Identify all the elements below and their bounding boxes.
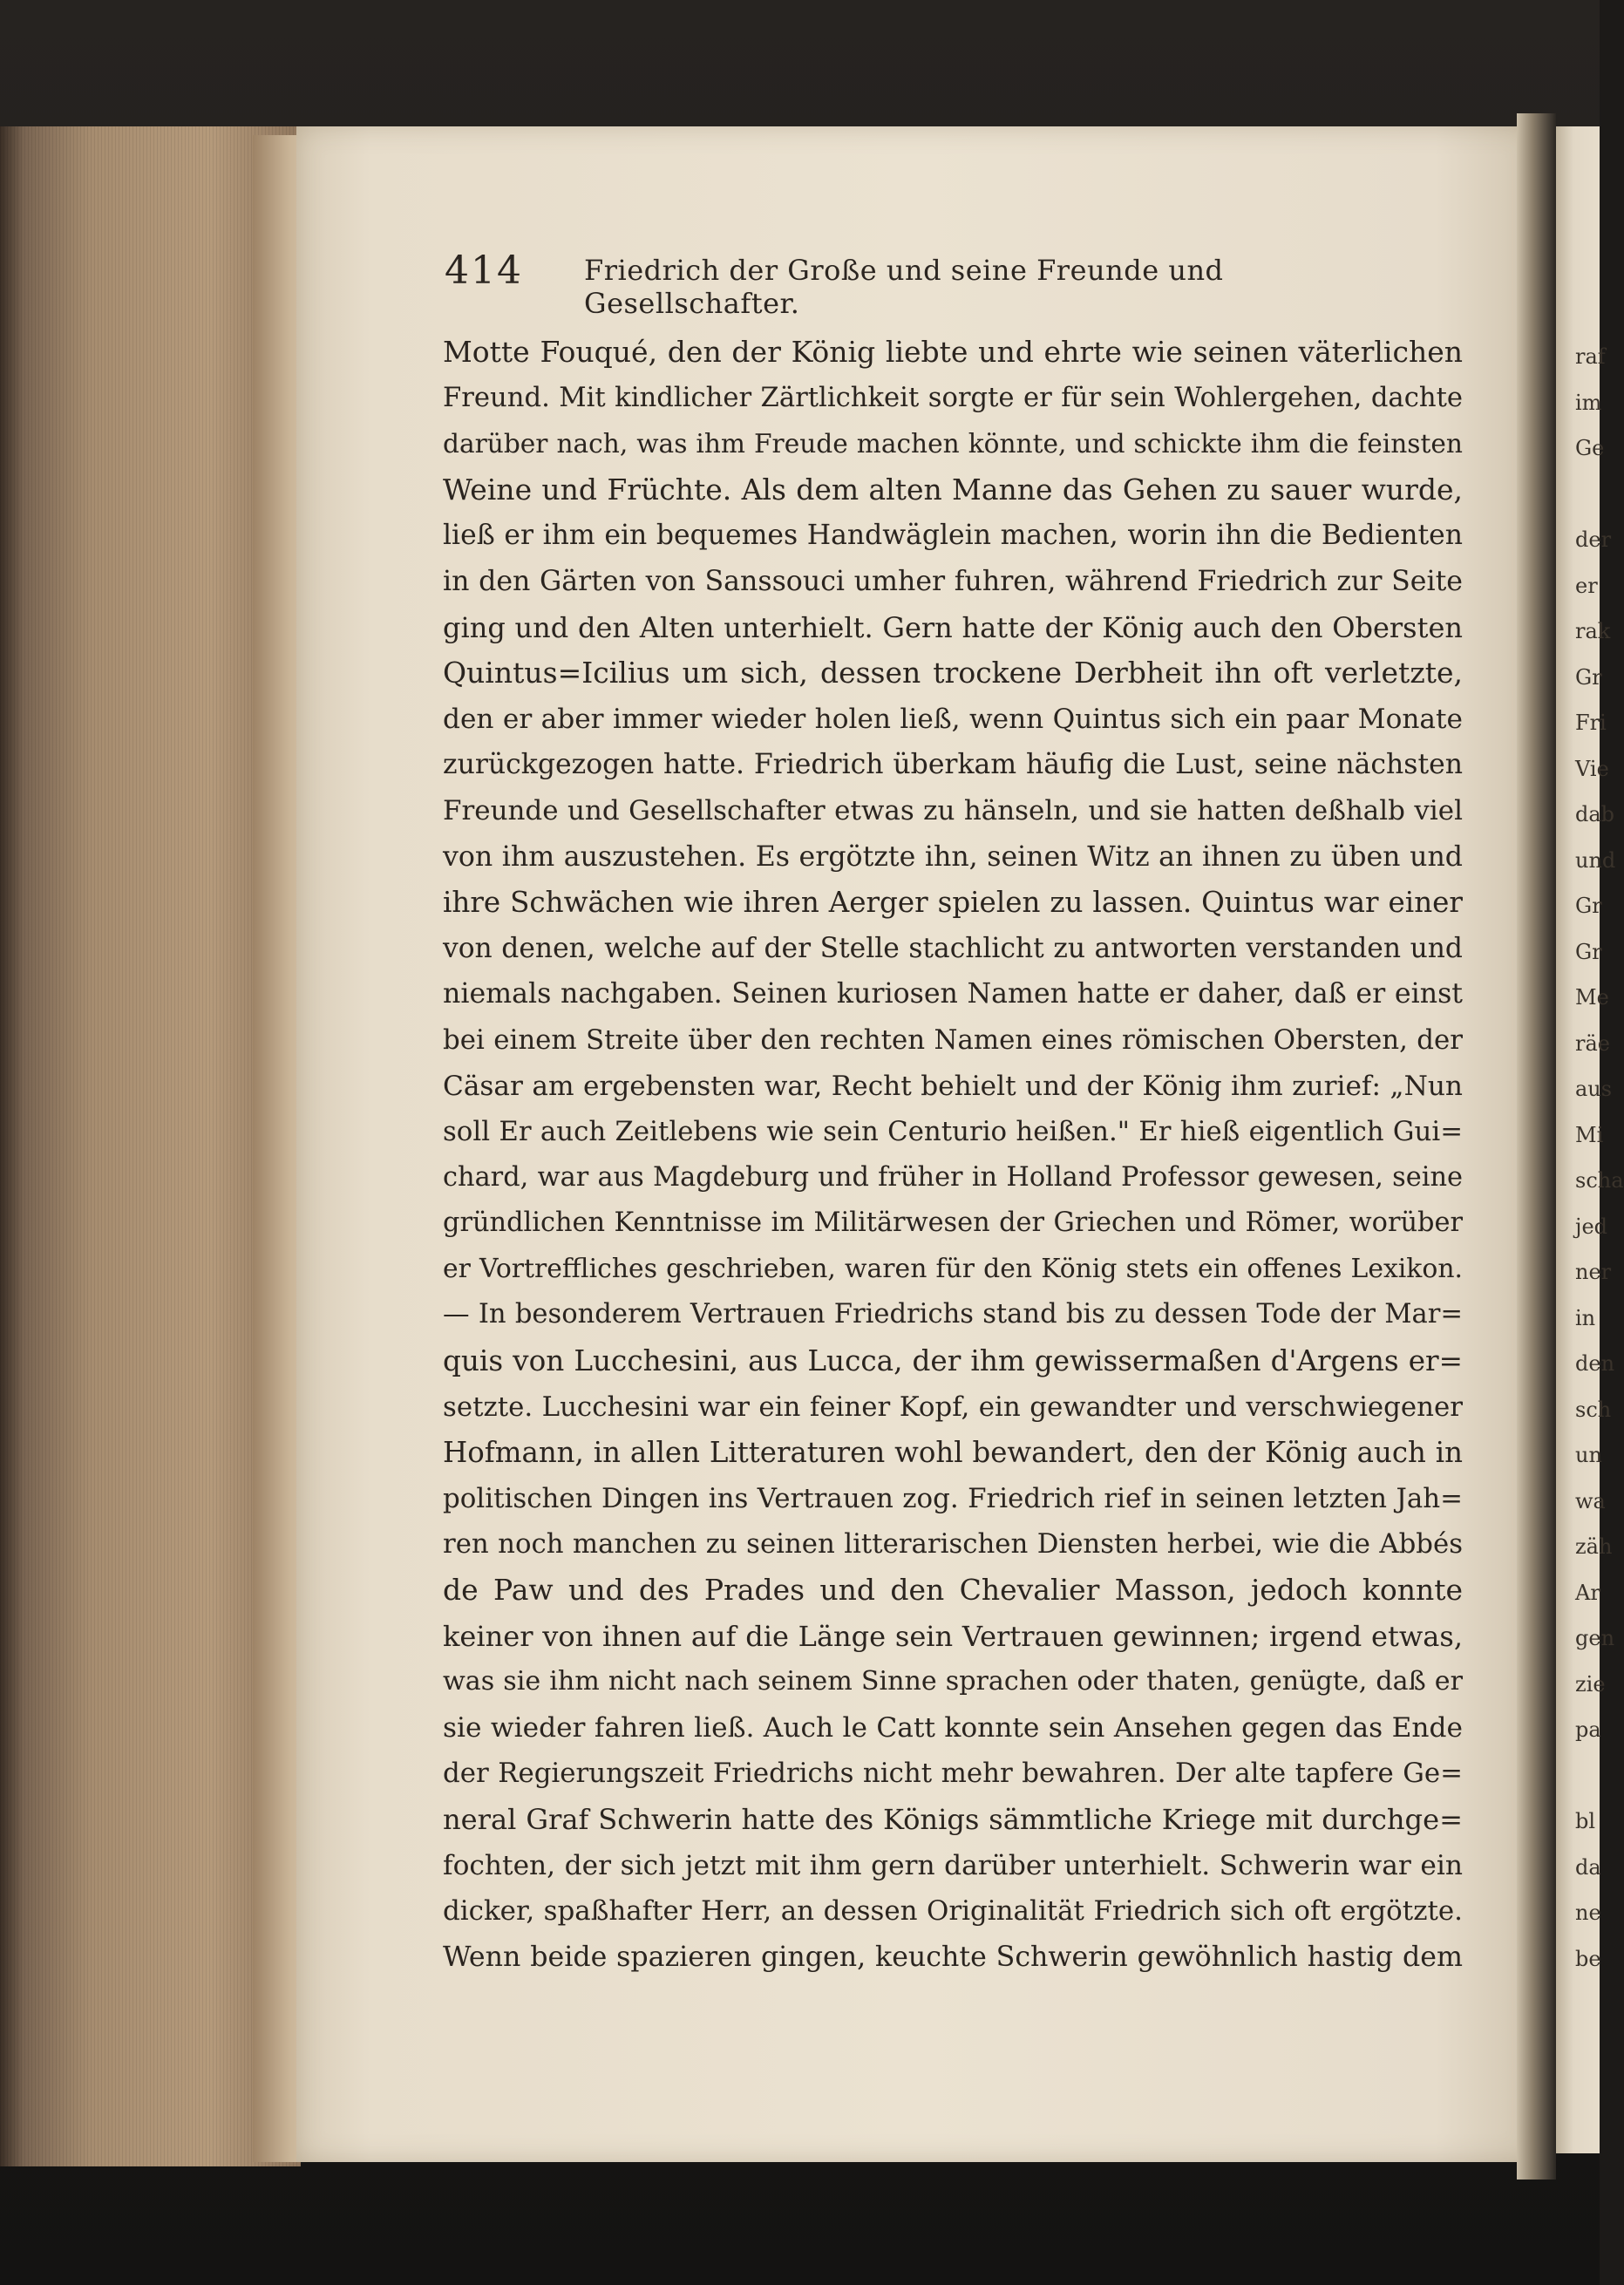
- text-line: fochten, der sich jetzt mit ihm gern darüber unterhielt. Schwerin war ein: [443, 1849, 1463, 1881]
- text-line: der Regierungszeit Friedrichs nicht mehr bewahren. Der alte tapfere Ge=: [443, 1758, 1463, 1790]
- next-page-fragment: Vie: [1575, 756, 1609, 781]
- text-line: gründlichen Kenntnisse im Militärwesen der Griechen und Römer, worüber: [443, 1207, 1463, 1239]
- text-line: ihre Schwächen wie ihren Aerger spielen zu lassen. Quintus war einer: [443, 886, 1463, 920]
- next-page-fragment: zäh: [1575, 1534, 1613, 1559]
- text-line: Hofmann, in allen Litteraturen wohl bewandert, den der König auch in: [443, 1436, 1463, 1470]
- text-line: chard, war aus Magdeburg und früher in Holland Professor gewesen, seine: [443, 1161, 1463, 1193]
- text-line: Freund. Mit kindlicher Zärtlichkeit sorgte er für sein Wohlergehen, dachte: [443, 382, 1463, 413]
- next-page-fragment: scha: [1575, 1168, 1624, 1193]
- next-page-fragment: be: [1575, 1946, 1601, 1971]
- running-title: Friedrich der Große und seine Freunde und Gesellschafter.: [584, 254, 1224, 320]
- text-line: soll Er auch Zeitlebens wie sein Centurio heißen." Er hieß eigentlich Gui=: [443, 1116, 1463, 1148]
- text-line: ren noch manchen zu seinen litterarischen Diensten herbei, wie die Abbés: [443, 1528, 1463, 1561]
- text-line: ließ er ihm ein bequemes Handwäglein machen, worin ihn die Bedienten: [443, 520, 1463, 552]
- text-line: quis von Lucchesini, aus Lucca, der ihm gewissermaßen d'Argens er=: [443, 1344, 1463, 1378]
- next-page-fragment: in: [1575, 1305, 1596, 1330]
- text-line: Weine und Früchte. Als dem alten Manne das Gehen zu sauer wurde,: [443, 472, 1463, 507]
- next-page-fragment: zie: [1575, 1671, 1606, 1697]
- text-line: Cäsar am ergebensten war, Recht behielt und der König ihm zurief: „Nun: [443, 1070, 1463, 1102]
- text-line: Quintus=Icilius um sich, dessen trockene Derbheit ihn oft verletzte,: [443, 656, 1463, 690]
- next-page-fragment: gen: [1575, 1626, 1615, 1650]
- text-line: den er aber immer wieder holen ließ, wenn Quintus sich ein paar Monate: [443, 703, 1463, 735]
- next-page-fragment: rak: [1575, 619, 1611, 643]
- next-page-fragment: da: [1575, 1854, 1601, 1880]
- next-page-fragment: Mi: [1575, 1122, 1604, 1147]
- next-page-fragment: den: [1575, 1351, 1615, 1376]
- next-page-fragment: Ge: [1575, 436, 1605, 460]
- text-line: Freunde und Gesellschafter etwas zu hänseln, und sie hatten deßhalb viel: [443, 794, 1463, 826]
- next-page-fragment: [1575, 1753, 1624, 1799]
- next-page-fragment: und: [1575, 847, 1616, 873]
- text-line: keiner von ihnen auf die Länge sein Vertrauen gewinnen; irgend etwas,: [443, 1619, 1463, 1653]
- text-line: von ihm auszustehen. Es ergötzte ihn, seinen Witz an ihnen zu üben und: [443, 840, 1463, 873]
- next-page-fragment: ner: [1575, 1260, 1612, 1284]
- next-page-fragments: [1575, 334, 1624, 1982]
- book-gutter: [1517, 113, 1556, 2180]
- text-line: niemals nachgaben. Seinen kuriosen Namen hatte er daher, daß er einst: [443, 978, 1463, 1010]
- page-number: 414: [445, 248, 523, 293]
- next-page-fragment: im: [1575, 390, 1602, 415]
- text-line: de Paw und des Prades und den Chevalier Masson, jedoch konnte: [443, 1573, 1463, 1608]
- next-page-fragment: Me: [1575, 985, 1609, 1010]
- next-page-fragment: Gr: [1575, 894, 1602, 918]
- text-line: setzte. Lucchesini war ein feiner Kopf, ein gewandter und verschwiegener: [443, 1391, 1463, 1423]
- next-page-fragment: er: [1575, 573, 1598, 598]
- text-line: was sie ihm nicht nach seinem Sinne sprachen oder thaten, genügte, daß er: [443, 1666, 1463, 1697]
- text-line: politischen Dingen ins Vertrauen zog. Friedrich rief in seinen letzten Jah=: [443, 1482, 1463, 1514]
- next-page-fragment: raf: [1575, 344, 1606, 369]
- next-page-fragment: ne: [1575, 1901, 1601, 1925]
- text-line: bei einem Streite über den rechten Namen eines römischen Obersten, der: [443, 1023, 1463, 1056]
- text-line: — In besonderem Vertrauen Friedrichs stand bis zu dessen Tode der Mar=: [443, 1299, 1463, 1330]
- text-line: Motte Fouqué, den der König liebte und ehrte wie seinen väterlichen: [443, 335, 1463, 369]
- text-line: in den Gärten von Sanssouci umher fuhren, während Friedrich zur Seite: [443, 565, 1463, 597]
- next-page-fragment: Ar: [1575, 1580, 1600, 1605]
- text-line: Wenn beide spazieren gingen, keuchte Schwerin gewöhnlich hastig dem: [443, 1941, 1463, 1973]
- next-page-fragment: Gr: [1575, 939, 1602, 964]
- next-page-fragment: räe: [1575, 1030, 1610, 1056]
- next-page-fragment: dab: [1575, 802, 1615, 826]
- text-line: zurückgezogen hatte. Friedrich überkam häufig die Lust, seine nächsten: [443, 749, 1463, 781]
- next-page-fragment: Gr: [1575, 664, 1602, 690]
- next-page-edge: [1556, 126, 1624, 2153]
- text-line: sie wieder fahren ließ. Auch le Catt konnte sein Ansehen gegen das Ende: [443, 1711, 1463, 1744]
- text-line: ging und den Alten unterhielt. Gern hatte der König auch den Obersten: [443, 610, 1463, 644]
- next-page-fragment: Fri: [1575, 711, 1607, 735]
- page-header: [445, 248, 1325, 320]
- next-page-fragment: jed: [1575, 1214, 1608, 1239]
- next-page-fragment: sch: [1575, 1397, 1612, 1422]
- text-line: dicker, spaßhafter Herr, an dessen Originalität Friedrich sich oft ergötzte.: [443, 1895, 1463, 1928]
- next-page-fragment: [1575, 472, 1624, 518]
- next-page-fragment: aus: [1575, 1077, 1613, 1101]
- next-page-fragment: der: [1575, 527, 1612, 552]
- next-page-fragment: wa: [1575, 1488, 1606, 1513]
- text-line: er Vortreffliches geschrieben, waren für den König stets ein offenes Lexikon.: [443, 1253, 1463, 1284]
- next-page-fragment: un: [1575, 1443, 1602, 1467]
- next-page-fragment: bl: [1575, 1809, 1596, 1833]
- page-body-text: [443, 330, 1463, 1980]
- text-line: von denen, welche auf der Stelle stachlicht zu antworten verstanden und: [443, 932, 1463, 964]
- text-line: darüber nach, was ihm Freude machen könnte, und schickte ihm die feinsten: [443, 429, 1463, 459]
- text-line: neral Graf Schwerin hatte des Königs sämmtliche Kriege mit durchge=: [443, 1803, 1463, 1836]
- next-page-fragment: pa: [1575, 1717, 1601, 1742]
